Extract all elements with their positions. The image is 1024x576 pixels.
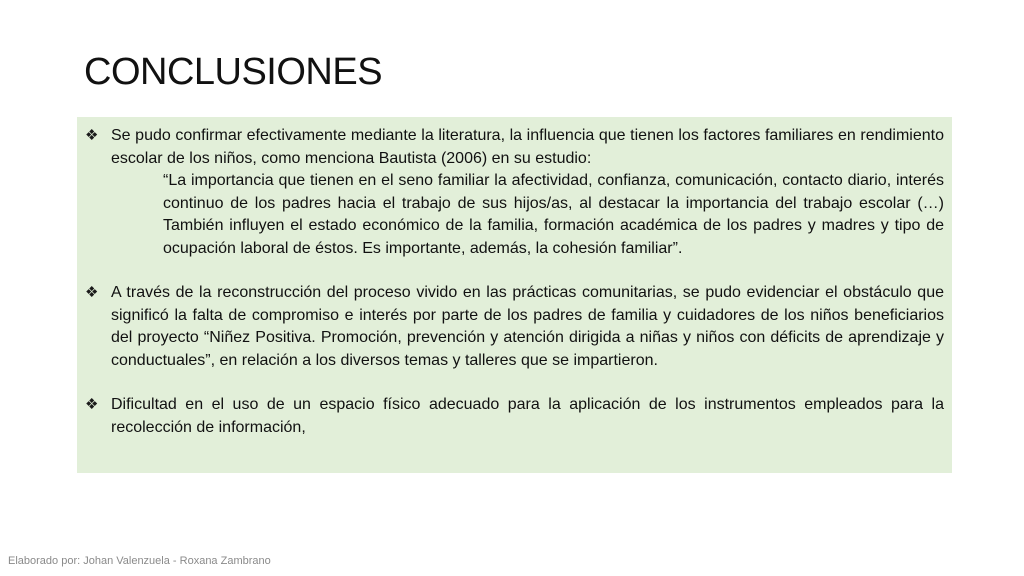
footer-credit: Elaborado por: Johan Valenzuela - Roxana Zambrano xyxy=(8,555,271,567)
bullet-text: Dificultad en el uso de un espacio físico adecuado para la aplicación de los instrumentos empleados para la recolección de información, xyxy=(111,396,944,436)
slide-title: CONCLUSIONES xyxy=(84,51,383,93)
bullet-text: A través de la reconstrucción del proceso vivido en las prácticas comunitarias, se pudo evidenciar el obstáculo que significó la falta de compromiso e interés por parte de los padres de familia y cuidadores de los niños beneficiarios del proyecto “Niñez Positiva. Promoción, prevención y atención dirigida a niñas y niños con déficits de aprendizaje y conductuales”, en relación a los diversos temas y talleres que se impartieron. xyxy=(111,284,944,369)
four-diamond-bullet-icon: ❖ xyxy=(85,396,99,413)
conclusions-content-box xyxy=(77,117,952,473)
four-diamond-bullet-icon: ❖ xyxy=(85,127,99,144)
bullet-body xyxy=(111,125,944,260)
bautista-quote: “La importancia que tienen en el seno familiar la afectividad, confianza, comunicación, contacto diario, interés continuo de los padres hacia el trabajo de sus hijos/as, al destacar la importancia del trabajo escolar (…) También influyen el estado económico de la familia, formación académica de los padres y madres y tipo de ocupación laboral de éstos. Es importante, además, la cohesión familiar”. xyxy=(163,172,944,257)
bullet-text: Se pudo confirmar efectivamente mediante la literatura, la influencia que tienen los factores familiares en rendimiento escolar de los niños, como menciona Bautista (2006) en su estudio: xyxy=(111,127,944,167)
bullet-body xyxy=(111,394,944,439)
bullet-item xyxy=(85,394,944,439)
bullet-item xyxy=(85,282,944,372)
bullet-body xyxy=(111,282,944,372)
bullet-item xyxy=(85,125,944,260)
four-diamond-bullet-icon: ❖ xyxy=(85,284,99,301)
